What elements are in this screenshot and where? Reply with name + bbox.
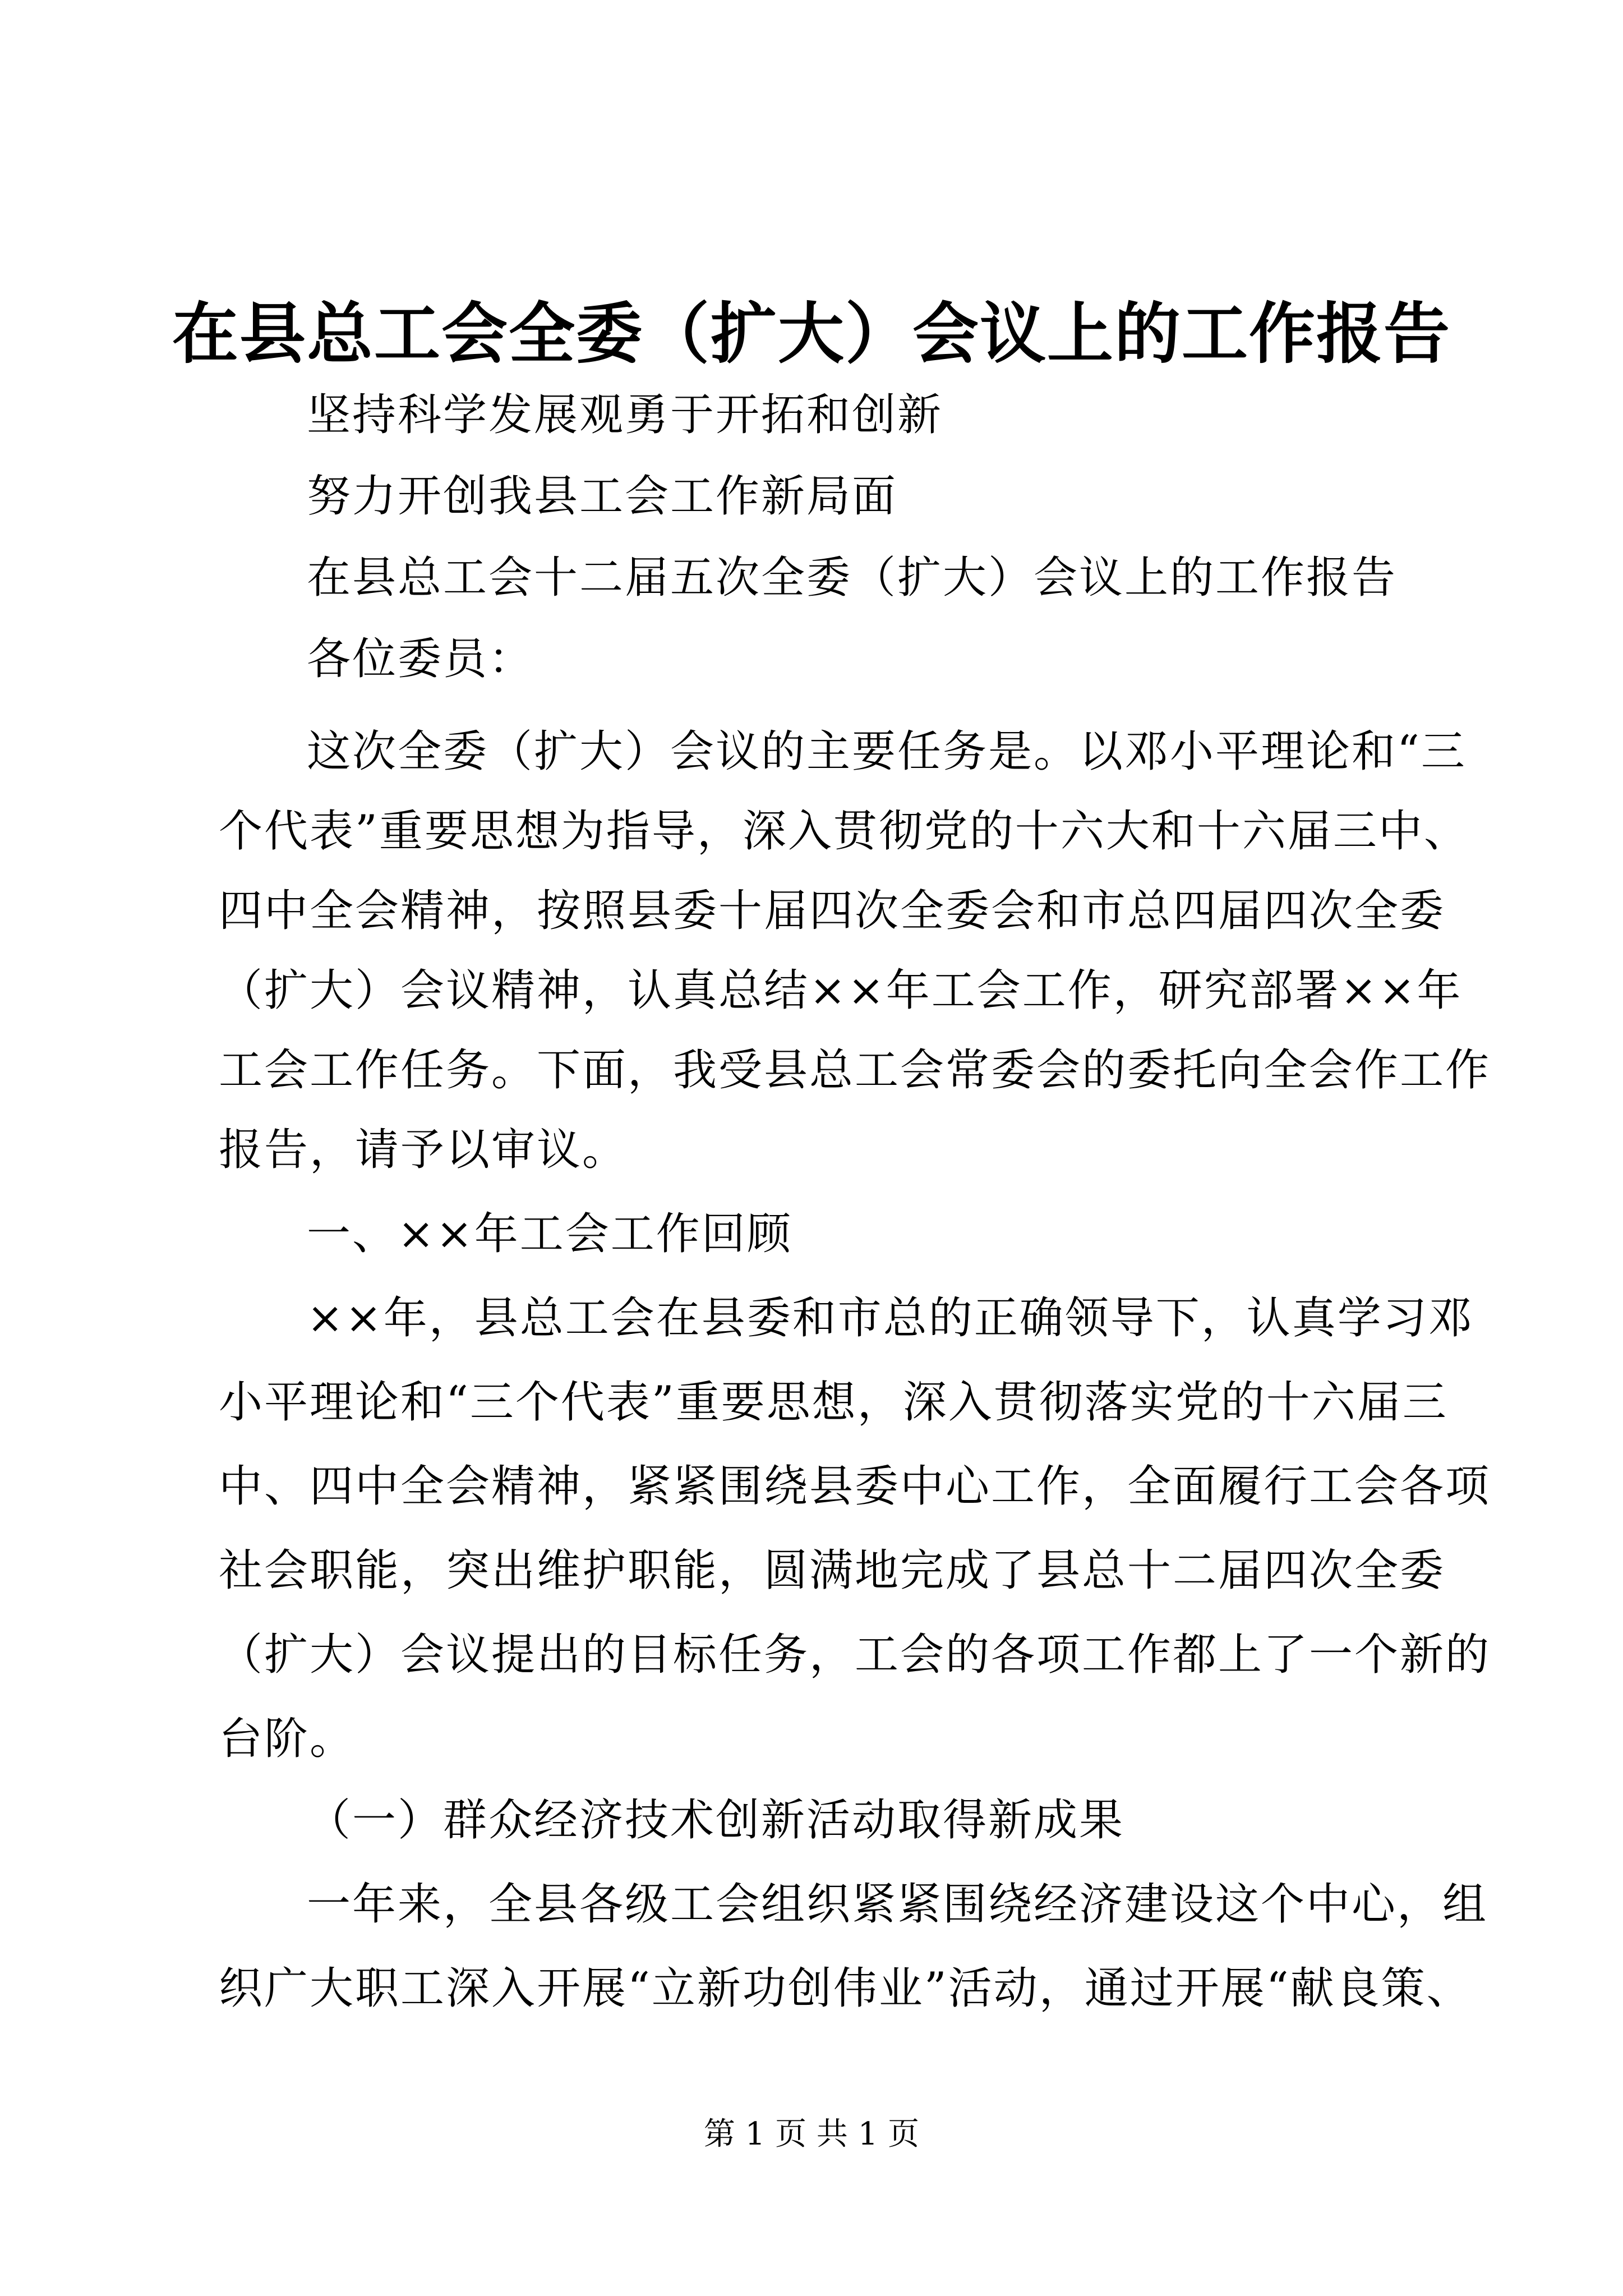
- paragraph-line: 这次全委（扩大）会议的主要任务是。以邓小平理论和“三: [307, 726, 1467, 777]
- paragraph-line: 织广大职工深入开展“立新功创伟业”活动，通过开展“献良策、: [219, 1963, 1472, 2014]
- subtitle-line-3: 在县总工会十二届五次全委（扩大）会议上的工作报告: [307, 553, 1398, 603]
- paragraph-line: （扩大）会议提出的目标任务，工会的各项工作都上了一个新的: [219, 1630, 1491, 1680]
- subtitle-line-1: 坚持科学发展观勇于开拓和创新: [307, 390, 943, 440]
- paragraph-line: 小平理论和“三个代表”重要思想，深入贯彻落实党的十六届三: [219, 1377, 1448, 1428]
- paragraph-line: 中、四中全会精神，紧紧围绕县委中心工作，全面履行工会各项: [219, 1461, 1491, 1512]
- paragraph-line: 社会职能，突出维护职能，圆满地完成了县总十二届四次全委: [219, 1545, 1446, 1596]
- document-title: 在县总工会全委（扩大）会议上的工作报告: [172, 295, 1451, 372]
- paragraph-line: 个代表”重要思想为指导，深入贯彻党的十六大和十六届三中、: [219, 806, 1469, 857]
- paragraph-line: 台阶。: [219, 1714, 356, 1764]
- paragraph-line: 工会工作任务。下面，我受县总工会常委会的委托向全会作工作: [219, 1045, 1491, 1096]
- subsection-heading: （一）群众经济技术创新活动取得新成果: [307, 1795, 1125, 1846]
- paragraph-line: （扩大）会议精神，认真总结××年工会工作，研究部署××年: [219, 965, 1463, 1016]
- paragraph-line: 四中全会精神，按照县委十届四次全委会和市总四届四次全委: [219, 886, 1446, 936]
- subtitle-line-2: 努力开创我县工会工作新局面: [307, 471, 898, 522]
- page-number: 第 1 页 共 1 页: [703, 2116, 920, 2152]
- paragraph-line: 一年来，全县各级工会组织紧紧围绕经济建设这个中心，组: [307, 1879, 1488, 1930]
- salutation: 各位委员：: [307, 634, 534, 684]
- paragraph-line: ××年，县总工会在县委和市总的正确领导下，认真学习邓: [307, 1293, 1474, 1343]
- paragraph-line: 报告，请予以审议。: [219, 1125, 628, 1175]
- section-heading: 一、××年工会工作回顾: [307, 1209, 792, 1259]
